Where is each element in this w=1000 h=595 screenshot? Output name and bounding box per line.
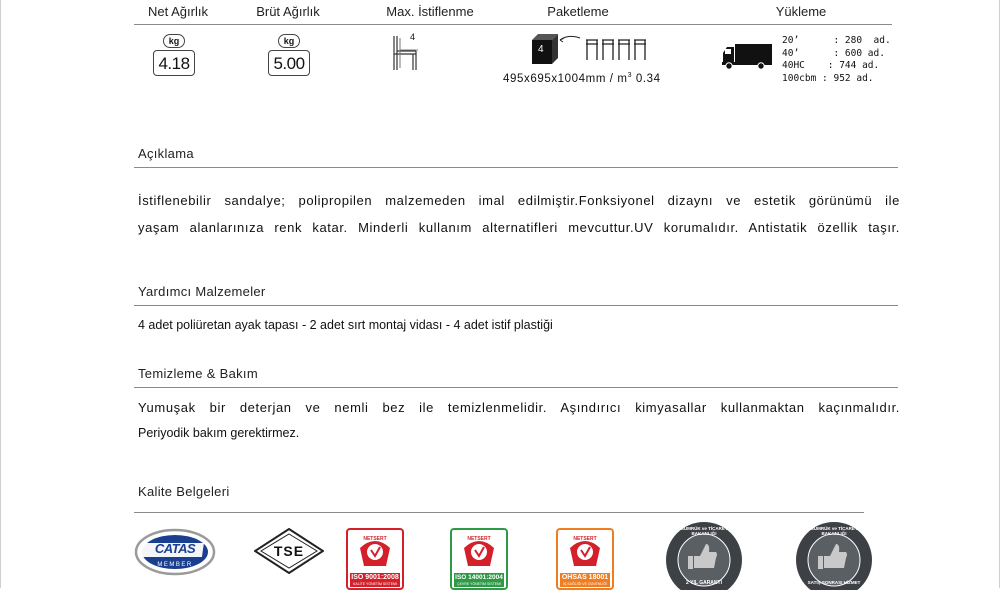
packaging-dimensions xyxy=(503,72,661,85)
iso9001-label: ISO 9001:2008 xyxy=(351,574,399,581)
loading-row: 20’ : 280 ad. xyxy=(782,35,891,46)
catas-name: CATAS xyxy=(154,541,196,556)
tse-logo xyxy=(254,528,324,574)
box-count: 4 xyxy=(538,44,544,55)
net-weight-value: 4.18 xyxy=(153,50,195,76)
truck-icon xyxy=(721,42,773,70)
iso14001-sub: ÇEVRE YÖNETİM SİSTEMİ xyxy=(457,582,501,586)
catas-logo xyxy=(134,528,216,576)
netcert-name: NETSERT xyxy=(363,536,387,542)
header-packaging: Paketleme xyxy=(547,4,609,19)
tse-name: TSE xyxy=(273,543,305,559)
packaging-icon xyxy=(528,32,678,68)
care-line: Yumuşak bir deterjan ve nemli bez ile temizlenmelidir. Aşındırıcı kimyasallar kullanmaktan kaçınmalıdır. xyxy=(138,400,900,415)
header-net-weight: Net Ağırlık xyxy=(148,4,208,19)
ohsas-badge xyxy=(556,528,614,590)
care-title: Temizleme & Bakım xyxy=(138,366,258,381)
guarantee-label: 2 YIL GARANTİ xyxy=(686,580,722,586)
kg-icon: kg xyxy=(278,34,300,48)
iso9001-badge xyxy=(346,528,404,590)
kg-icon: kg xyxy=(163,34,185,48)
net-weight-badge xyxy=(153,34,199,80)
service-label: SATIŞ SONRASI HİZMET xyxy=(807,580,861,585)
gross-weight-value: 5.00 xyxy=(268,50,310,76)
header-divider xyxy=(134,24,892,25)
header-max-stack: Max. İstiflenme xyxy=(386,4,474,19)
guarantee-seal xyxy=(664,520,744,590)
iso14001-label: ISO 14001:2004 xyxy=(455,574,503,581)
service-ring-text: GÜMRÜK ve TİCARET BAKANLIĞI xyxy=(810,526,858,536)
dimensions-text: 495x695x1004mm / m xyxy=(503,72,628,85)
certificates-title: Kalite Belgeleri xyxy=(138,484,230,499)
gross-weight-badge xyxy=(268,34,314,80)
service-seal xyxy=(794,520,874,590)
netcert-name: NETSERT xyxy=(467,536,491,542)
stack-count: 4 xyxy=(410,32,416,42)
loading-row: 100cbm : 952 ad. xyxy=(782,72,874,84)
care-divider xyxy=(134,387,898,388)
accessories-divider xyxy=(134,305,898,306)
netcert-name: NETSERT xyxy=(573,536,597,542)
description-divider xyxy=(134,167,898,168)
description-line: İstiflenebilir sandalye; polipropilen malzemeden imal edilmiştir.Fonksiyonel dizaynı ve estetik görünümü ile xyxy=(138,193,900,208)
catas-sub: MEMBER xyxy=(157,562,193,568)
header-loading: Yükleme xyxy=(775,4,827,19)
accessories-text: 4 adet poliüretan ayak tapası - 2 adet sırt montaj vidası - 4 adet istif plastiği xyxy=(138,318,553,332)
loading-row: 40HC : 744 ad. xyxy=(782,60,880,71)
cubic-sup: 3 xyxy=(627,72,633,79)
stack-icon xyxy=(392,32,432,72)
description-line: yaşam alanlarınıza renk katar. Minderli kullanım alternatifleri mevcuttur.UV korumalıdır. Antistatik özellik taşır. xyxy=(138,220,900,235)
ohsas-sub: İŞ SAĞLIĞI VE GÜVENLİĞİ xyxy=(563,582,607,586)
volume-text: 0.34 xyxy=(632,72,661,85)
certificates-divider xyxy=(134,512,864,513)
loading-row: 40’ : 600 ad. xyxy=(782,47,885,59)
iso14001-badge xyxy=(450,528,508,590)
care-line: Periyodik bakım gerektirmez. xyxy=(138,426,300,440)
accessories-title: Yardımcı Malzemeler xyxy=(138,284,266,299)
description-title: Açıklama xyxy=(138,146,194,161)
iso9001-sub: KALİTE YÖNETİM SİSTEMİ xyxy=(353,582,397,586)
guarantee-ring-text: GÜMRÜK ve TİCARET BAKANLIĞI xyxy=(680,526,728,536)
header-gross-weight: Brüt Ağırlık xyxy=(256,4,320,19)
ohsas-label: OHSAS 18001 xyxy=(561,574,609,581)
